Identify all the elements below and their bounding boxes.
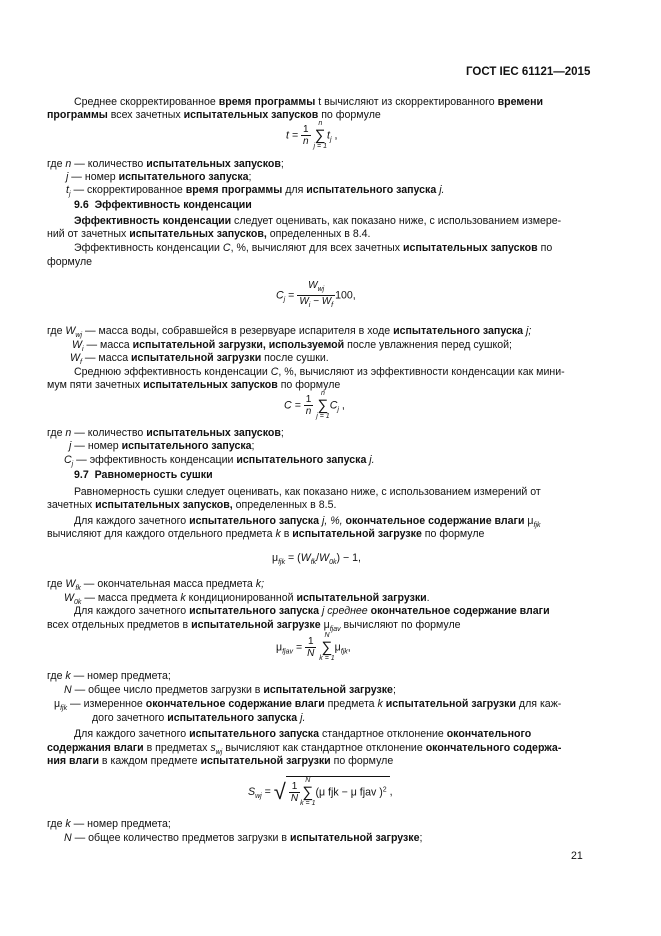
page-number: 21 [571,850,583,862]
where-6-k: где k — номер предмета; [47,818,171,830]
paragraph-8-line-3: ния влаги в каждом предмете испытательной загрузки по формуле [47,755,394,767]
where-1-n: где n — количество испытательных запусков; [47,158,284,170]
paragraph-1-line-2: программы всех зачетных испытательных запусков по формуле [47,109,381,121]
document-code: ГОСТ IEC 61121—2015 [466,66,591,78]
where-5-mu-cont: дого зачетного испытательного запуска j. [92,712,306,724]
where-4-w0: $W_{0k}$ — масса предмета k кондиционированной испытательной загрузки. [64,592,430,606]
where-2-wf: $W_f$ — масса испытательной загрузки после сушки. [70,352,329,366]
paragraph-6-line-1: Для каждого зачетного испытательного запуска j, %, окончательное содержание влаги $\mu_{fjk}$ [74,515,541,529]
paragraph-8-line-1: Для каждого зачетного испытательного запуска стандартное отклонение окончательного [74,728,532,740]
section-9-6-heading: 9.6 Эффективность конденсации [74,199,252,211]
paragraph-2-line-2: ний от зачетных испытательных запусков, определенных в 8.4. [47,228,371,240]
where-3-cj: $C_j$ — эффективность конденсации испытательного запуска j. [64,454,375,468]
where-2-ww: где $W_{wj}$ — масса воды, собравшейся в резервуаре испарителя в ходе испытательного запуска j; [47,325,532,339]
where-2-wi: $W_i$ — масса испытательной загрузки, используемой после увлажнения перед сушкой; [72,339,512,353]
paragraph-8-line-2: содержания влаги в предметах $s_{wj}$ вычисляют как стандартное отклонение окончательного содержа- [47,742,562,756]
paragraph-5-line-1: Равномерность сушки следует оценивать, как показано ниже, с использованием измерений от [74,486,541,498]
paragraph-7-line-2: всех отдельных предметов в испытательной загрузке $\mu_{fjav}$ вычисляют по формуле [47,619,461,633]
formula-mean-time: t = $\frac{1}{n}$ n ∑ $j = 1t_j$ , [286,120,338,150]
paragraph-3-line-2: формуле [47,256,93,268]
paragraph-6-line-2: вычисляют для каждого отдельного предмета k в испытательной загрузке по формуле [47,528,485,540]
where-3-n: где n — количество испытательных запусков; [47,427,284,439]
where-5-mu: $\mu_{fjk}$ — измеренное окончательное содержание влаги предмета k испытательной загрузки для каж- [54,698,562,712]
formula-standard-deviation: $S_{wj}$ = √ $\frac{1}{N}$ N ∑ k = 1(μ fjk − μ fjav )$^2$ , [248,777,393,807]
where-3-j: j — номер испытательного запуска; [69,440,255,452]
paragraph-7-line-1: Для каждого зачетного испытательного запуска j среднее окончательное содержание влаги [74,605,550,617]
paragraph-2-line-1: Эффективность конденсации следует оценивать, как показано ниже, с использованием измере- [74,215,562,227]
paragraph-3-line-1: Эффективность конденсации C, %, вычисляют для всех зачетных испытательных запусков по [74,242,553,254]
paragraph-1-line-1: Среднее скорректированное время программы t вычисляют из скорректированного времени [74,96,543,108]
paragraph-4-line-1: Среднюю эффективность конденсации C, %, вычисляют из эффективности конденсации как мини- [74,366,565,378]
formula-final-moisture: $\mu_{fjk} = (W_{fk}/W_{0k}) - 1$, [272,552,361,566]
formula-mean-final-moisture: $\mu_{fjav}$ = $\frac{1}{N}$ N ∑ $k = 1\mu_{fjk}$, [276,632,351,662]
where-1-tj: $t_j$ — скорректированное время программы для испытательного запуска j. [66,184,445,198]
section-9-7-heading: 9.7 Равномерность сушки [74,469,213,481]
paragraph-5-line-2: зачетных испытательных запусков, определенных в 8.5. [47,499,337,511]
where-5-k: где k — номер предмета; [47,670,171,682]
paragraph-4-line-2: мум пяти зачетных испытательных запусков по формуле [47,379,341,391]
where-1-j: j — номер испытательного запуска; [66,171,252,183]
where-4-wf: где $W_{fk}$ — окончательная масса предмета k; [47,578,265,592]
where-6-N: N — общее количество предметов загрузки в испытательной загрузке; [64,832,423,844]
formula-condensation-efficiency: $C_j$ = $\frac{W_{wj}}{W_i - W_f}$ 100, [276,280,356,309]
where-5-N: N — общее число предметов загрузки в испытательной загрузке; [64,684,396,696]
formula-mean-condensation-efficiency: C = $\frac{1}{n}$ n ∑ $j = 1C_j$ , [284,390,345,420]
